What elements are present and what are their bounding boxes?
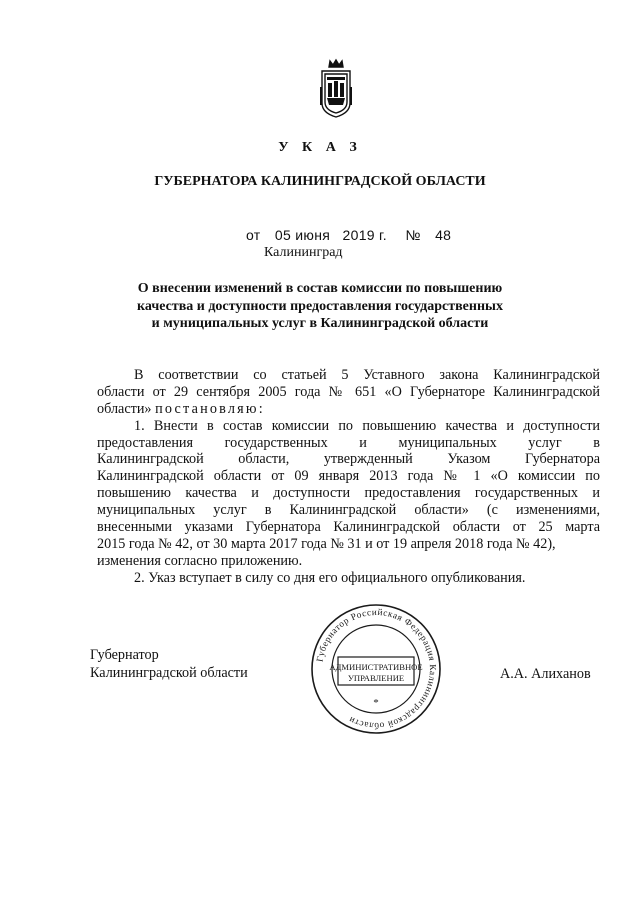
decree-keyword: постановляю: bbox=[155, 400, 265, 417]
heading-line: качества и доступности предоставления государственных bbox=[137, 298, 503, 314]
body-line: 1. Внести в состав комиссии по повышению качества и доступности bbox=[134, 417, 600, 434]
position-line: Калининградской области bbox=[90, 665, 248, 681]
body-line: Калининградской области, утвержденный Указом Губернатора bbox=[97, 451, 600, 468]
body-line: 2. Указ вступает в силу со дня его официального опубликования. bbox=[134, 569, 526, 586]
document-city: Калининград bbox=[264, 245, 343, 260]
body-line: 2015 года № 42, от 30 марта 2017 года № 31 и от 19 апреля 2018 года № 42), bbox=[97, 535, 556, 552]
position-line: Губернатор bbox=[90, 647, 159, 663]
seal-ring-text: Губернатор Российская Федерация Калининградской области bbox=[314, 606, 439, 732]
seal-star: * bbox=[373, 697, 379, 709]
body-line: изменения согласно приложению. bbox=[97, 552, 303, 569]
body-line: внесенными указами Губернатора Калининградской области от 25 марта bbox=[97, 519, 600, 536]
date-number-line bbox=[246, 227, 451, 243]
date-prefix: от bbox=[246, 227, 261, 243]
body-line: Калининградской области от 09 января 2013 года № 1 «О комиссии по bbox=[97, 468, 600, 485]
signatory-position bbox=[90, 646, 248, 682]
document-body bbox=[97, 367, 600, 587]
signatory-name: А.А. Алиханов bbox=[500, 666, 591, 682]
body-line bbox=[97, 401, 600, 418]
preamble-text: области» bbox=[97, 400, 156, 417]
body-line: В соответствии со статьей 5 Уставного закона Калининградской bbox=[134, 367, 600, 383]
seal-center-line: УПРАВЛЕНИЕ bbox=[347, 673, 405, 683]
document-heading bbox=[80, 280, 560, 333]
heading-line: и муниципальных услуг в Калининградской области bbox=[151, 316, 489, 331]
seal-center-line: АДМИНИСТРАТИВНОЕ bbox=[329, 662, 423, 672]
coat-of-arms-icon bbox=[316, 57, 356, 119]
body-line: муниципальных услуг в Калининградской области» (с изменениями, bbox=[97, 502, 600, 519]
document-type-title: У К А З bbox=[278, 140, 362, 155]
body-line: предоставления государственных и муниципальных услуг в bbox=[97, 434, 600, 451]
issuer-title: ГУБЕРНАТОРА КАЛИНИНГРАДСКОЙ ОБЛАСТИ bbox=[154, 174, 486, 189]
document-year: 2019 г. bbox=[342, 227, 387, 243]
document-number: 48 bbox=[435, 227, 452, 243]
official-seal bbox=[310, 602, 442, 736]
document-date: 05 июня bbox=[274, 227, 331, 243]
body-line: повышению качества и доступности предоставления государственных и bbox=[97, 485, 600, 502]
heading-line: О внесении изменений в состав комиссии по повышению bbox=[137, 281, 503, 296]
number-sign: № bbox=[405, 227, 421, 243]
body-line: области от 29 сентября 2005 года № 651 «О Губернаторе Калининградской bbox=[97, 383, 600, 400]
